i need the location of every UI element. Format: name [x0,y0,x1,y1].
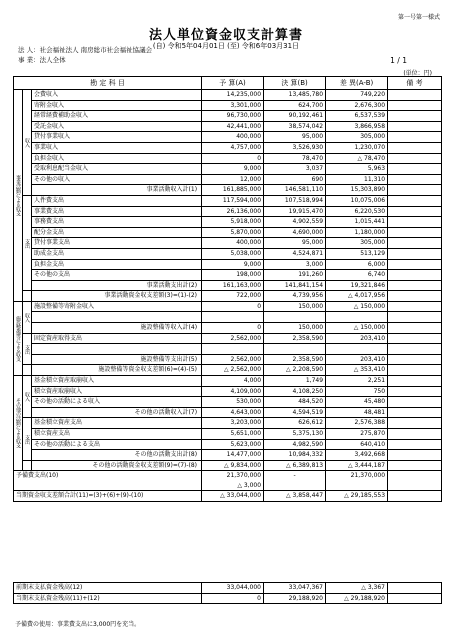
table-row [14,354,442,365]
settlement-value: 4,690,000 [264,227,326,238]
account-label: 貸付事業収入 [32,132,202,143]
budget-value: 9,000 [202,259,264,270]
note-cell [388,270,442,281]
note-cell [388,174,442,185]
note-cell [388,439,442,450]
budget-value: 400,000 [202,132,264,143]
subgroup-label [23,365,32,376]
table-body [14,90,442,502]
total-diff-label: 当期資金収支差額合計(11)=(3)+(6)+(9)-(10) [14,491,202,502]
note-cell [388,238,442,249]
table-row [14,185,442,196]
budget-value: 4,000 [202,376,264,387]
budget-value: 5,623,000 [202,439,264,450]
budget-value: 5,870,000 [202,227,264,238]
budget-value: 2,562,000 [202,354,264,365]
diff-value: 6,220,530 [326,206,388,217]
account-label: 事務費支出 [32,217,202,228]
account-label: 積立資産取崩収入 [32,386,202,397]
diff-value: △ 150,000 [326,301,388,312]
balance-body [14,583,442,604]
subgroup-label: 収入 [23,301,32,333]
page-title: 法人単位資金収支計算書 [148,28,303,43]
settlement-value: 150,000 [264,301,326,312]
diff-value: 45,480 [326,397,388,408]
diff-value: 1,015,441 [326,217,388,228]
balance-row [14,593,442,604]
table-row [14,217,442,228]
budget-value: 198,000 [202,270,264,281]
budget-value: 5,651,000 [202,429,264,440]
settlement-value: 4,594,519 [264,407,326,418]
settlement-value: 4,982,590 [264,439,326,450]
settlement-value: 3,000 [264,259,326,270]
account-label: 固定資産取得支出 [32,333,202,344]
diff-value [326,312,388,323]
settlement-value: 3,037 [264,164,326,175]
settlement-value: 2,358,590 [264,354,326,365]
diff-value: 203,410 [326,354,388,365]
budget-value: 0 [202,301,264,312]
account-label: 積立資産支出 [32,429,202,440]
diff-value: 2,676,300 [326,100,388,111]
note-cell [388,100,442,111]
settlement-value [264,312,326,323]
budget-value [202,344,264,355]
budget-value [202,312,264,323]
diff-value: △ 353,410 [326,365,388,376]
note-cell [388,153,442,164]
account-label: 受託金収入 [32,121,202,132]
settlement-value [264,344,326,355]
settlement-value: 3,526,930 [264,142,326,153]
account-label: 経常経費補助金収入 [32,111,202,122]
diff-value: 2,576,388 [326,418,388,429]
settlement-value: 10,984,332 [264,450,326,461]
table-row [14,174,442,185]
account-label: その他の活動による支出 [32,439,202,450]
table-row [14,429,442,440]
settlement-value: 191,260 [264,270,326,281]
header-item: 勘 定 科 目 [14,77,202,90]
diff-value: 10,075,006 [326,195,388,206]
budget-value: △ 2,562,000 [202,365,264,376]
budget-value: 400,000 [202,238,264,249]
subgroup-label: 収入 [23,90,32,196]
note-cell [388,418,442,429]
diff-value: 15,303,890 [326,185,388,196]
table-row [14,407,442,418]
account-label: その他の収入 [32,174,202,185]
account-label [32,312,202,323]
table-row [14,206,442,217]
reserve-row [14,471,442,491]
budget-value: 2,562,000 [202,333,264,344]
table-row [14,344,442,355]
account-label: 人件費支出 [32,195,202,206]
total-diff-row [14,491,442,502]
account-label: 寄附金収入 [32,100,202,111]
note-cell [388,450,442,461]
subgroup-label [23,460,32,471]
note-cell [388,344,442,355]
note-cell [388,376,442,387]
group-label: 事業活動による収支 [14,90,23,302]
total-diff-diff: △ 29,185,553 [326,491,388,502]
table-row [14,164,442,175]
account-label [32,344,202,355]
settlement-value: 690 [264,174,326,185]
diff-value: △ 78,470 [326,153,388,164]
account-label: その他の活動支出計(8) [32,450,202,461]
account-label: その他の活動による収入 [32,397,202,408]
unit-label: (単位：円) [403,70,432,77]
note-cell [388,583,442,594]
balance-table [13,582,442,604]
note-cell [388,280,442,291]
table-row [14,418,442,429]
table-row [14,439,442,450]
table-row [14,312,442,323]
budget-value: 14,477,000 [202,450,264,461]
diff-value: 750 [326,386,388,397]
header-budget: 予 算(A) [202,77,264,90]
note-cell [388,460,442,471]
account-label: 施設整備等収入計(4) [32,323,202,334]
reserve-budget-used: △ 3,000 [237,481,262,489]
table-row [14,195,442,206]
note-cell [388,142,442,153]
reserve-diff: 21,370,000 [326,471,388,491]
reserve-label: 予備費支出(10) [14,471,202,491]
table-row [14,301,442,312]
note-cell [388,90,442,101]
settlement-value: 4,524,871 [264,248,326,259]
settlement-value: 90,192,461 [264,111,326,122]
table-header-row [14,77,442,90]
table-row [14,323,442,334]
subgroup-label: 支出 [23,333,32,365]
corporation-name: 法 人：社会福祉法人 南房総市社会福祉協議会 [18,46,153,54]
settlement-value: 38,574,042 [264,121,326,132]
table-row [14,153,442,164]
note-cell [388,164,442,175]
settlement-value: 19,915,470 [264,206,326,217]
note-cell [388,354,442,365]
table-row [14,397,442,408]
table-row [14,248,442,259]
note-cell [388,132,442,143]
diff-value: 6,000 [326,259,388,270]
balance-settlement: 29,188,920 [264,593,326,604]
balance-budget: 33,044,000 [202,583,264,594]
table-row [14,100,442,111]
header-note: 備 考 [388,77,442,90]
account-label: 施設整備等支出計(5) [32,354,202,365]
note-cell [388,248,442,259]
table-row [14,227,442,238]
reserve-settlement: - [264,471,326,491]
table-row [14,460,442,471]
total-diff-budget: △ 33,044,000 [202,491,264,502]
table-row [14,291,442,302]
diff-value: 3,492,668 [326,450,388,461]
diff-value: 275,870 [326,429,388,440]
budget-value: 3,203,000 [202,418,264,429]
settlement-value: 4,739,956 [264,291,326,302]
account-label: 事業活動資金収支差額(3)=(1)-(2) [32,291,202,302]
balance-label: 当期末支払資金残高(11)+(12) [14,593,202,604]
table-row [14,450,442,461]
settlement-value: 107,518,994 [264,195,326,206]
budget-value: 161,885,000 [202,185,264,196]
settlement-value: 95,000 [264,132,326,143]
balance-diff: △ 3,367 [326,583,388,594]
account-label: 基金積立資産取崩収入 [32,376,202,387]
settlement-value: 78,470 [264,153,326,164]
diff-value: 2,251 [326,376,388,387]
note-cell [388,259,442,270]
diff-value: 19,321,846 [326,280,388,291]
subgroup-label: 支出 [23,195,32,290]
diff-value: 749,220 [326,90,388,101]
account-label: その他の活動資金収支差額(9)=(7)-(8) [32,460,202,471]
note-cell [388,491,442,502]
budget-value: 4,643,000 [202,407,264,418]
account-label: 事業収入 [32,142,202,153]
table-row [14,121,442,132]
settlement-value: △ 6,389,813 [264,460,326,471]
table-row [14,259,442,270]
budget-value: 5,918,000 [202,217,264,228]
table-row [14,333,442,344]
note-cell [388,291,442,302]
subgroup-label: 支出 [23,418,32,460]
account-label: 施設整備等資金収支差額(6)=(4)-(5) [32,365,202,376]
page-number: 1 / 1 [390,56,407,65]
settlement-value: 4,108,250 [264,386,326,397]
account-label: 会費収入 [32,90,202,101]
table-row [14,376,442,387]
note-cell [388,111,442,122]
diff-value: 11,310 [326,174,388,185]
note-cell [388,386,442,397]
budget-value: 42,441,000 [202,121,264,132]
budget-value: 0 [202,153,264,164]
account-label: その他の支出 [32,270,202,281]
budget-value: 117,594,000 [202,195,264,206]
cashflow-table [13,76,442,502]
note-cell [388,195,442,206]
header-settlement: 決 算(B) [264,77,326,90]
settlement-value: 4,902,559 [264,217,326,228]
table-row [14,90,442,101]
diff-value: 5,963 [326,164,388,175]
note-cell [388,333,442,344]
diff-value: 6,537,539 [326,111,388,122]
diff-value: 3,866,958 [326,121,388,132]
budget-value: 14,235,000 [202,90,264,101]
settlement-value: 484,520 [264,397,326,408]
budget-value: 3,301,000 [202,100,264,111]
note-cell [388,185,442,196]
business-name: 事 業：法人全体 [18,56,66,64]
table-row [14,280,442,291]
account-label: 負担金支出 [32,259,202,270]
reserve-budget [202,471,264,491]
budget-value: 0 [202,323,264,334]
table-row [14,111,442,122]
note-cell [388,593,442,604]
reserve-budget-main: 21,370,000 [226,472,262,480]
budget-value: 4,757,000 [202,142,264,153]
settlement-value: 95,000 [264,238,326,249]
group-label: その他の活動による収支 [14,376,23,471]
settlement-value: 626,612 [264,418,326,429]
budget-value: △ 9,834,000 [202,460,264,471]
settlement-value: 141,841,154 [264,280,326,291]
form-number: 第一号第一様式 [397,14,440,21]
total-diff-settlement: △ 3,858,447 [264,491,326,502]
group-label: 施設整備等による収支 [14,301,23,375]
note-cell [388,365,442,376]
table-row [14,132,442,143]
note-cell [388,429,442,440]
balance-diff: △ 29,188,920 [326,593,388,604]
budget-value: 26,136,000 [202,206,264,217]
table-row [14,386,442,397]
settlement-value: 624,700 [264,100,326,111]
diff-value: 6,740 [326,270,388,281]
account-label: 配分金支出 [32,227,202,238]
settlement-value: 150,000 [264,323,326,334]
subgroup-label: 収入 [23,376,32,418]
diff-value: 1,180,000 [326,227,388,238]
balance-budget: 0 [202,593,264,604]
settlement-value: 2,358,590 [264,333,326,344]
account-label: 助成金支出 [32,248,202,259]
note-cell [388,227,442,238]
note-cell [388,121,442,132]
balance-label: 前期末支払資金残高(12) [14,583,202,594]
diff-value: △ 150,000 [326,323,388,334]
account-label: 施設整備等寄附金収入 [32,301,202,312]
subgroup-label [23,291,32,302]
footnote: 予備費の使用：事業費支出に3,000円を充当。 [15,621,141,628]
account-label: 事業活動支出計(2) [32,280,202,291]
note-cell [388,407,442,418]
period: (自) 令和5年04月01日 (至) 令和6年03月31日 [152,42,300,50]
header-diff: 差 異(A-B) [326,77,388,90]
table-row [14,270,442,281]
balance-row [14,583,442,594]
account-label: 貸付事業支出 [32,238,202,249]
budget-value: 4,109,000 [202,386,264,397]
account-label: 事業活動収入計(1) [32,185,202,196]
budget-value: 12,000 [202,174,264,185]
budget-value: 722,000 [202,291,264,302]
diff-value: 640,410 [326,439,388,450]
settlement-value: 13,485,780 [264,90,326,101]
settlement-value: 146,581,110 [264,185,326,196]
note-cell [388,471,442,491]
budget-value: 161,163,000 [202,280,264,291]
diff-value: △ 3,444,187 [326,460,388,471]
budget-value: 530,000 [202,397,264,408]
table-row [14,365,442,376]
account-label: 負担金収入 [32,153,202,164]
account-label: 基金積立資産支出 [32,418,202,429]
diff-value: 48,481 [326,407,388,418]
budget-value: 9,000 [202,164,264,175]
settlement-value: 5,375,130 [264,429,326,440]
diff-value: 513,129 [326,248,388,259]
diff-value: △ 4,017,956 [326,291,388,302]
diff-value: 305,000 [326,238,388,249]
diff-value: 203,410 [326,333,388,344]
note-cell [388,312,442,323]
diff-value: 305,000 [326,132,388,143]
table-row [14,238,442,249]
settlement-value: △ 2,208,590 [264,365,326,376]
budget-value: 96,730,000 [202,111,264,122]
account-label: 受取利息配当金収入 [32,164,202,175]
budget-value: 5,038,000 [202,248,264,259]
settlement-value: 1,749 [264,376,326,387]
note-cell [388,301,442,312]
note-cell [388,217,442,228]
balance-settlement: 33,047,367 [264,583,326,594]
account-label: 事業費支出 [32,206,202,217]
note-cell [388,206,442,217]
diff-value: 1,230,070 [326,142,388,153]
account-label: その他の活動収入計(7) [32,407,202,418]
diff-value [326,344,388,355]
table-row [14,142,442,153]
note-cell [388,323,442,334]
note-cell [388,397,442,408]
